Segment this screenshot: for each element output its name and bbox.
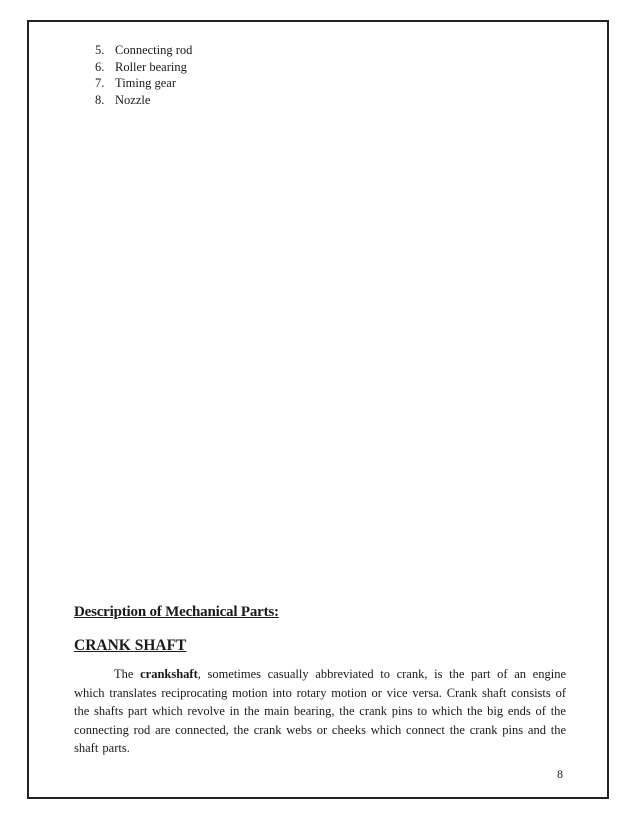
list-item-number: 5. [95,43,105,57]
list-item-number: 7. [95,76,105,90]
list-item-number: 8. [95,92,105,107]
list-item-text: Connecting rod [115,43,193,57]
paragraph-lead: The [114,667,141,681]
list-item-text: Nozzle [115,92,151,107]
list-item [95,59,192,76]
paragraph-text: , sometimes casually abbreviated to crank, is the part of an engine which translates reciprocating motion into rotary motion or vice versa. Crank shaft consists of the shafts part which revolve in the main bearing, the crank pins to which the big ends of the connecting rod are connected, the crank webs or cheeks which connect the crank pins and the shaft parts. [74,667,566,756]
page-number: 8 [557,767,563,781]
list-item-text: Roller bearing [115,59,187,74]
paragraph-term: crankshaft [140,667,198,681]
list-item-number: 6. [95,59,105,74]
list-item [95,92,192,109]
list-item [95,42,192,59]
section-heading: Description of Mechanical Parts: [74,604,279,620]
numbered-list [95,42,192,108]
list-item-text: Timing gear [115,76,176,90]
body-paragraph [74,665,566,758]
list-item [95,75,192,92]
sub-heading: CRANK SHAFT [74,637,187,654]
